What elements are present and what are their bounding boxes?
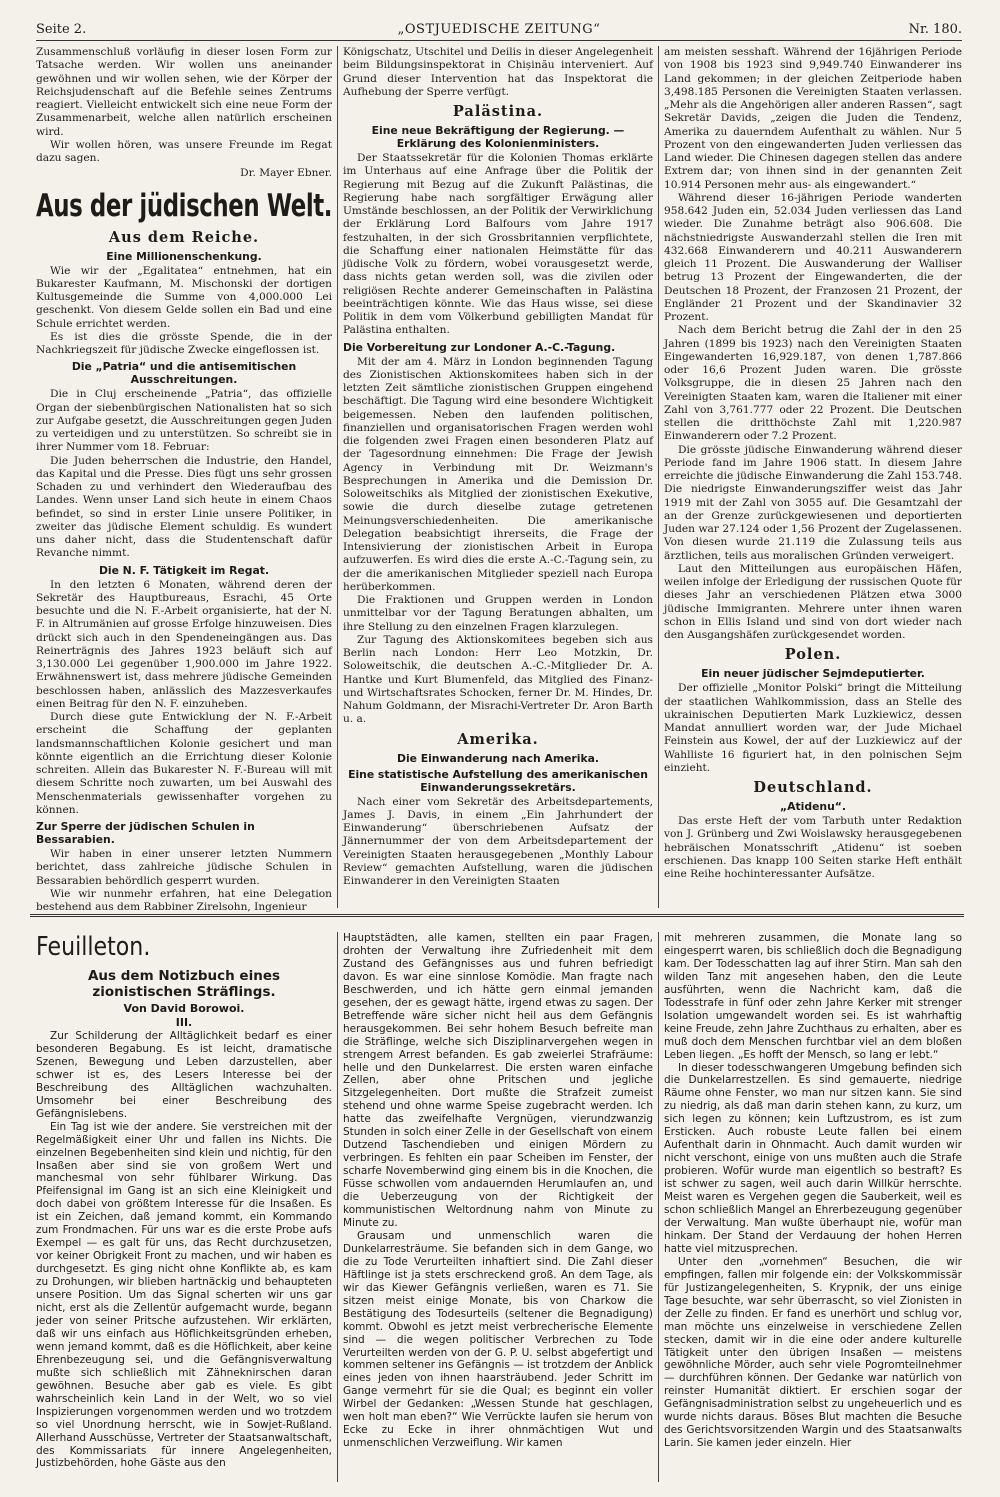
column-rule	[658, 46, 659, 908]
paragraph: Während dieser 16-jährigen Periode wanderten 958.642 Juden ein, 52.034 Juden verliessen das Land wieder. Die Zunahme beträgt also 906.608. Die nächstniedrigste Auswanderzahl stellen die Iren mit 432.668 Einwanderern und 40.211 Auswanderern gleich 11 Prozent. Die Auswanderung der Walliser betrug 13 Prozent der Eingewanderten, die der Deutschen 18 Prozent, der Franzosen 21 Prozent, der Engländer 21 Prozent und der Skandinavier 32 Prozent.	[664, 191, 962, 323]
section-heading: Palästina.	[452, 103, 544, 120]
section-heading: Polen.	[784, 646, 842, 664]
section-heading: Aus dem Reiche.	[108, 228, 260, 246]
feuilleton-subtitle: Aus dem Notizbuch eines zionistischen Sträflings.	[87, 968, 281, 1000]
paragraph: Wir haben in einer unserer letzten Nummern berichtet, dass zahlreiche jüdische Schulen in Bessarabien behördlich gesperrt wurden.	[36, 848, 332, 887]
paragraph: Der offizielle „Monitor Polski“ bringt die Mitteilung der staatlichen Wahlkommission, dass an Stelle des ukrainischen Deputierten Mark Luzkiewicz, dessen Mandat annulliert worden war, der Jude Michael Feinstein aus Kowel, der auf der Luzkiewicz auf der Wahlliste 16 figuriert hat, in den polnischen Sejm einzieht.	[664, 682, 962, 774]
feuilleton-part: III.	[175, 1016, 193, 1029]
paragraph: Die in Cluj erscheinende „Patria“, das offizielle Organ der siebenbürgischen Nationalisten hat so sich zur Aufgabe gesetzt, die Ausschreitungen gegen Juden zu verteidigen und zu unterstützen. So schreibt sie in ihrer Nummer vom 18. Februar:	[36, 388, 332, 454]
article-heading: Eine statistische Aufstellung des amerikanischen Einwanderungssekretärs.	[348, 767, 648, 794]
page-number: Seite 2.	[36, 22, 87, 37]
paragraph: Hauptstädten, alle kamen, stellten ein paar Fragen, drohten der Verwaltung ihre Zufriedenheit mit dem Zustand des Gefängnisses aus und fuhren befriedigt davon. Es war eine sinnlose Komödie. Man fragte nach Beschwerden, und ich hätte gern einmal jemanden gesehen, der es gewagt hätte, irgend etwas zu sagen. Der Betreffende wäre sicher nicht heil aus dem Gefängnis herausgekommen. Bei sehr hohem Besuch befreite man die Sträflinge, welche sich Disziplinarvergehen wegen in strengem Arrest befanden. Es gab zweierlei Strafräume: helle und den Dunkelarrest. Die ersten waren einfache Zellen, aber ohne Pritschen und jegliche Sitzgelegenheiten. Dort mußte die Strafzeit zumeist stehend und ohne warme Speise zugebracht werden. Ich hatte das zweifelhafte Vergnügen, vierundzwanzig Stunden in solch einer Zelle in der Gesellschaft von einem Dutzend Taschendieben und einigen Mördern zu verbringen. Es fehlten ein paar Scheiben im Fenster, der scharfe Novemberwind ging einem bis in die Knochen, die Füsse schwollen vom andauernden Herumlaufen an, und die Ueberzeugung von der Richtigkeit der kommunistischen Weltordnung nahm von Minute zu Minute zu.	[343, 932, 653, 1229]
feuilleton-title: Feuilleton.	[36, 932, 151, 962]
section-heading: Deutschland.	[753, 779, 873, 796]
paragraph: Zusammenschluß vorläufig in dieser losen Form zur Tatsache werden. Wir wollen uns aneinander gewöhnen und wir wollen sehen, wie der Körper der Reichsjudenschaft auf die Befehle seines Zentrums reagiert. Vielleicht entwickelt sich eine neue Form der Zusammenarbeit, welche allen natürlich erscheinen wird.	[36, 46, 332, 138]
section-heading: Amerika.	[457, 730, 539, 748]
article-heading: Eine Millionenschenkung.	[106, 249, 262, 263]
paragraph: Die Juden beherrschen die Industrie, den Handel, das Kapital und die Presse. Dies fügt uns sehr grossen Schaden zu und verhindert den Wiederaufbau des Landes. Wenn unser Land sich heute in einem Chaos befindet, so sind in erster Linie unsere Politiker, in zweiter das jüdische Element schuldig. Es wundert uns daher nicht, dass die Studentenschaft dafür Revanche nimmt.	[36, 454, 332, 560]
paragraph: Laut den Mitteilungen aus europäischen Häfen, weilen infolge der Erledigung der russischen Quote für dieses Jahr an verschiedenen Plätzen etwa 3000 jüdische Immigranten. Mehrere unter ihnen waren schon in Ellis Island und sind von dort wieder nach den Ausgangshäfen zurückgesendet worden.	[664, 562, 962, 641]
column-rule	[337, 932, 338, 1482]
paragraph: Königschatz, Utschitel und Deilis in dieser Angelegenheit beim Bildungsinspektorat in Chișinău interveniert. Auf Grund dieser Intervention hat das Inspektorat die Aufhebung der Sperre verfügt.	[343, 46, 653, 98]
paragraph: Der Staatssekretär für die Kolonien Thomas erklärte im Unterhaus auf eine Anfrage über die Politik der Regierung mit Bezug auf die Zukunft Palästinas, die Regierung habe nach sorgfältiger Erwägung aller Umstände beschlossen, an der Politik der Verwirklichung der Erklärung Lord Balfours vom Jahre 1917 festzuhalten, in der sich Grossbritannien verpflichtete, die Schaffung einer nationalen Heimstätte für das jüdische Volk zu fördern, wobei vorausgesetzt werde, dass nichts getan werden soll, was die zivilen oder religiösen Rechte anderer Gemeinschaften in Palästina beeinträchtigen könnte. Wie das Haus wisse, sei diese Politik in dem vom Völkerbund gebilligten Mandat für Palästina enthalten.	[343, 152, 653, 337]
column-2	[343, 46, 653, 906]
paragraph: Zur Tagung des Aktionskomitees begeben sich aus Berlin nach London: Herr Leo Motzkin, Dr. Soloweitschik, die deutschen A.-C.-Mitglieder Dr. A. Hantke und Kurt Blumenfeld, das Mitglied des Finanz- und Wirtschaftsrates Schocken, ferner Dr. M. Hindes, Dr. Nahum Goldmann, der Misrachi-Vertreter Dr. Aron Barth u. a.	[343, 633, 653, 726]
article-heading: Zur Sperre der jüdischen Schulen in Bessarabien.	[36, 820, 255, 846]
issue-number: Nr. 180.	[908, 22, 962, 37]
paragraph: Wie wir nunmehr erfahren, hat eine Delegation bestehend aus dem Rabbiner Zirelsohn, Ingenieur	[36, 887, 332, 913]
signature: Dr. Mayer Ebner.	[240, 167, 332, 180]
paragraph: Wie wir der „Egalitatea“ entnehmen, hat ein Bukarester Kaufmann, M. Mischonski der dortigen Kultusgemeinde die Summe von 4,000.000 Lei geschenkt. Von diesem Gelde sollen ein Bad und eine Schule errichtet werden.	[36, 264, 332, 330]
paragraph: mit mehreren zusammen, die Monate lang so eingesperrt waren, bis schließlich doch die Begnadigung kam. Der Todesschatten lag auf ihrer Stirn. Man sah den wilden Tanz mit angesehen haben, den die Leute ausführten, wenn die Nachricht kam, daß die Todesstrafe in fünf oder zehn Jahre Kerker mit strenger Isolation umgewandelt worden sei. Es ist wahrhaftig keine Freude, zehn Jahre Zuchthaus zu erhalten, aber es muß doch dem Menschen furchtbar viel an dem bloßen Leben liegen. „Es hofft der Mensch, so lang er lebt.“	[664, 932, 962, 1061]
paragraph: Wir wollen hören, was unsere Freunde im Regat dazu sagen.	[36, 138, 332, 164]
newspaper-title: „OSTJUEDISCHE ZEITUNG“	[397, 22, 601, 37]
paragraph: Mit der am 4. März in London beginnenden Tagung des Zionistischen Aktionskomitees haben sich in der letzten Zeit sämtliche zionistischen Gruppen eingehend beschäftigt. Die Tagung wird eine besondere Wichtigkeit beigemessen. Neben den laufenden politischen, finanziellen und organisatorischen Fragen werden wohl die folgenden zwei Fragen einen besonderen Platz auf der Tagesordnung einnehmen: Die Frage der Jewish Agency in Verbindung mit Dr. Weizmann's Besprechungen in Amerika und die Demission Dr. Soloweitschiks als Mitglied der zionistischen Exekutive, sowie die durch dieselbe zutage getretenen Meinungsverschiedenheiten. Die amerikanische Delegation beabsichtigt ihrerseits, die Frage der Intensivierung der zionistischen Arbeit in Europa aufzuwerfen. Es wird dies die erste A.-C.-Tagung sein, zu der die amerikanischen Mitglieder speziell nach Europa herüberkommen.	[343, 355, 653, 593]
article-heading: Ein neuer jüdischer Sejmdeputierter.	[701, 667, 925, 681]
column-rule	[337, 46, 338, 908]
page-header	[36, 14, 962, 41]
article-heading: „Atidenu“.	[780, 800, 846, 813]
paragraph: Durch diese gute Entwicklung der N. F.-Arbeit erscheint die Schaffung der geplanten landsmannschaftlichen Kolonie gesichert und man könnte eigentlich an die Errichtung dieser Kolonie schreiten. Allein das Bukarester N. F.-Bureau will mit diesem Schritte noch zuwarten, um bei Auswahl des Menschenmaterials gewissenhafter vorgehen zu können.	[36, 711, 332, 816]
paragraph: Das erste Heft der vom Tarbuth unter Redaktion von J. Grünberg und Zwi Woislawsky herausgegebenen hebräischen Monatsschrift „Atidenu“ ist soeben erschienen. Das knapp 100 Seiten starke Heft enthält eine Reihe hochinteressanter Aufsätze.	[664, 815, 962, 880]
column-1	[36, 46, 333, 913]
paragraph: Die Fraktionen und Gruppen werden in London unmittelbar vor der Tagung Beratungen abhalten, um ihre Stellung zu den einzelnen Fragen klarzulegen.	[343, 594, 653, 633]
paragraph: In den letzten 6 Monaten, während deren der Sekretär des Hauptbureaus, Esrachi, 45 Orte besuchte und die N. F.-Arbeit organisierte, hat der N. F. in Altrumänien auf grosse Erfolge hinzuweisen. Dies drückt sich auch in den Spendeneingängen aus. Das Reinerträgnis des Jahres 1923 beläuft sich auf 3,130.000 Lei gegenüber 1,900.000 im Jahre 1922. Erwähnenswert ist, dass mehrere jüdische Gemeinden beschlossen haben, anlässlich des Mazzesverkaufes einen Beitrag für den N. F. einzuheben.	[36, 578, 332, 710]
paragraph: Die grösste jüdische Einwanderung während dieser Periode fand im Jahre 1906 statt. In diesem Jahre erreichte die jüdische Einwanderung die Zahl 153.748. Die niedrigste Einwanderungsziffer weist das Jahr 1919 mit der Zahl von 3055 auf. Die Gesamtzahl der an der Grenze zurückgewiesenen und deportierten Juden war 27.124 oder 1,56 Prozent der Zugelassenen. Von diesen wurde 21.119 die Zulassung teils aus ärztlichen, teils aus moralischen Gründen verweigert.	[664, 443, 962, 562]
article-heading: Die Vorbereitung zur Londoner A.-C.-Tagung.	[343, 340, 616, 354]
article-heading: Die N. F. Tätigkeit im Regat.	[98, 563, 270, 577]
paragraph: Grausam und unmenschlich waren die Dunkelarresträume. Sie befanden sich in dem Gange, wo die zu Tode Verurteilten inhaftiert sind. Die Zahl dieser Häftlinge ist ja stets erschreckend groß. An dem Tage, als wir das Kiewer Gefängnis verließen, waren es 71. Sie sitzen meist einige Monate, bis von Charkow die Bestätigung des Todesurteils (seltener die Begnadigung) kommt. Obwohl es jetzt meist verbrecherische Elemente sind — die wegen politischer Verbrechen zu Tode Verurteilten werden von der G. P. U. selbst abgefertigt und kommen seltener ins Gefängnis — ist trotzdem der Anblick eines jeden von ihnen haarsträubend. Jeder Schritt im Gange vermehrt für sie die Qual; es beginnt ein voller Wirbel der Gedanken: „Wessen Stunde hat geschlagen, wen holt man eben?“ Wie Verrückte laufen sie herum von Ecke zu Ecke in ihrer ohnmächtigen Wut und unmenschlichen Verzweiflung. Wir kamen	[343, 1229, 653, 1450]
paragraph: Es ist dies die grösste Spende, die in der Nachkriegszeit für jüdische Zwecke eingeflossen ist.	[36, 330, 332, 356]
article-heading: Die „Patria“ und die antisemitischen Ausschreitungen.	[71, 360, 297, 387]
paragraph: Nach einer vom Sekretär des Arbeitsdepartements, James J. Davis, in einem „Ein Jahrhundert der Einwanderung“ überschriebenen Aufsatz der Jännernummer der von dem Arbeitsdepartement der Vereinigten Staaten herausgegebenen „Monthly Labour Review“ gemachten Aufstellung, waren die jüdischen Einwanderer in den Vereinigten Staaten	[343, 795, 653, 887]
column-rule	[658, 932, 659, 1482]
feuilleton-column-1	[36, 932, 332, 1482]
paragraph: Zur Schilderung der Alltäglichkeit bedarf es einer besonderen Begabung. Es ist leicht, dramatische Szenen, Bewegung und Leben darzustellen, aber schwer ist es, des Lesers Interesse bei der Beschreibung des Alltäglichen wachzuhalten. Umsomehr bei einer Beschreibung des Gefängnislebens.	[36, 1030, 332, 1120]
section-title: Aus der jüdischen Welt.	[36, 187, 333, 224]
paragraph: Nach dem Bericht betrug die Zahl der in den 25 Jahren (1899 bis 1923) nach den Vereinigten Staaten Eingewanderten 16,929.187, von denen 1,787.866 oder 16,6 Prozent Juden waren. Die grösste Volksgruppe, die in diesen 25 Jahren nach den Vereinigten Staaten kam, waren die Italiener mit einer Zahl von 3,761.777 oder 22 Prozent. Die Deutschen stellen die dritthöchste Zahl mit 1,220.987 Einwanderern oder 7.2 Prozent.	[664, 324, 962, 443]
paragraph: Unter den „vornehmen“ Besuchen, die wir empfingen, fallen mir folgende ein: der Volkskommissär für Justizangelegenheiten, S. Krypnik, der uns einige Tage besuchte, war sehr überrascht, so viel Zionisten in der Zelle zu finden. Er fand es unerhört und schlug vor, man möchte uns einzelweise in verschiedene Zellen stecken, damit wir in die eine oder andere kulturelle Tätigkeit unter den übrigen Insaßen — meistens gewöhnliche Mörder, auch sehr viele Pogromteilnehmer — durchführen können. Der Gedanke war natürlich von reinster Humanität diktiert. Er erschien sogar der Gefängnisadministration selbst zu ungeheuerlich und es wurde nichts daraus. Böses Blut machten die Besuche des Gerichtsvorsitzenden Wargin und des Staatsanwalts Larin. Sie kamen jeder einzeln. Hier	[664, 1255, 962, 1450]
feuilleton-author: Von David Borowoi.	[123, 1002, 245, 1015]
paragraph: am meisten sesshaft. Während der 16jährigen Periode von 1908 bis 1923 sind 9,949.740 Einwanderer ins Land gekommen; in der gleichen Zeitperiode haben 3,498.185 Personen die Vereinigten Staaten verlassen. „Mehr als die Angehörigen aller anderen Rassen“, sagt Sekretär Davids, „zeigen die Juden die Tendenz, Amerika zu dauerndem Aufenthalt zu wählen. Nur 5 Prozent von den eingewanderten Juden verliessen das Land wieder. Die Chinesen dagegen stellen das andere Extrem dar; von ihnen sind in der genannten Zeit 10.914 Personen mehr aus- als eingewandert.“	[664, 46, 962, 191]
feuilleton-column-2	[343, 932, 653, 1482]
paragraph: In dieser todesschwangeren Umgebung befinden sich die Dunkelarrestzellen. Es sind gemauerte, niedrige Räume ohne Fenster, wo man nur sitzen kann. Sie sind zu niedrig, als daß man darin stehen kann, zu kurz, um sich legen zu können; kein Luftzustrom, es ist zum Ersticken. Auch robuste Leute fallen bei einem Aufenthalt darin in Ohnmacht. Auch damit wurden wir nicht verschont, einige von uns mußten auch die Strafe probieren. Wofür wurde man eigentlich so bestraft? Es ist schwer zu sagen, weil auch darin Willkür herrschte. Meist waren es Vergehen gegen die Sauberkeit, weil es schon schließlich Mangel an Ehrerbezeugung gegenüber der Verwaltung. Man wußte überhaupt nie, wofür man hinkam. Der Stand der Verdauung der hohen Herren hatte viel mitzusprechen.	[664, 1061, 962, 1255]
article-heading: Eine neue Bekräftigung der Regierung. — Erklärung des Kolonienministers.	[371, 124, 625, 150]
column-3	[664, 46, 962, 906]
paragraph: Ein Tag ist wie der andere. Sie verstreichen mit der Regelmäßigkeit einer Uhr und fallen ins Nichts. Die einzelnen Begebenheiten sind klein und nichtig, für den Insaßen aber sind sie von großem Wert und manchesmal von sehr fühlbarer Wirkung. Das Pfeifensignal im Gang ist an sich eine Kleinigkeit und doch dabei von größtem Interesse für die Insaßen. Es ist ein Zeichen, daß jemand kommt, ein Kommando zum Frondmachen. Für uns war es die erste Probe aufs Exempel — es galt für uns, das Recht durchzusetzen, vor keiner Obrigkeit Front zu machen, und wir haben es durchgesetzt. Es ging nicht ohne Konflikte ab, es kam zu Drohungen, wir blieben hartnäckig und behaupteten unsere Position. Um das Signal scherten wir uns gar nicht, erst als die Zellentür aufgemacht wurde, begann jeder von seiner Pritsche aufzustehen. Wir erklärten, daß wir uns einfach aus Höflichkeitsgründen erheben, wenn jemand kommt, daß es die Höflichkeit, aber keine Ehrenbezeugung sei, und die Gefängnisverwaltung mußte sich schließlich mit Zähneknirschen daran gewöhnen. Besuche aber gab es viele. Es gibt wahrscheinlich kein Land in der Welt, wo so viel Inspizierungen vorgenommen werden und wo trotzdem so viel Unordnung herrscht, wie in Sowjet-Rußland. Allerhand Ausschüsse, Vertreter der Staatsanwaltschaft, des Kommissariats für innere Angelegenheiten, Justizbehörden, hohe Gäste aus den	[36, 1120, 332, 1470]
feuilleton-divider	[30, 914, 964, 917]
article-heading: Die Einwanderung nach Amerika.	[396, 751, 600, 765]
feuilleton-column-3	[664, 932, 962, 1482]
